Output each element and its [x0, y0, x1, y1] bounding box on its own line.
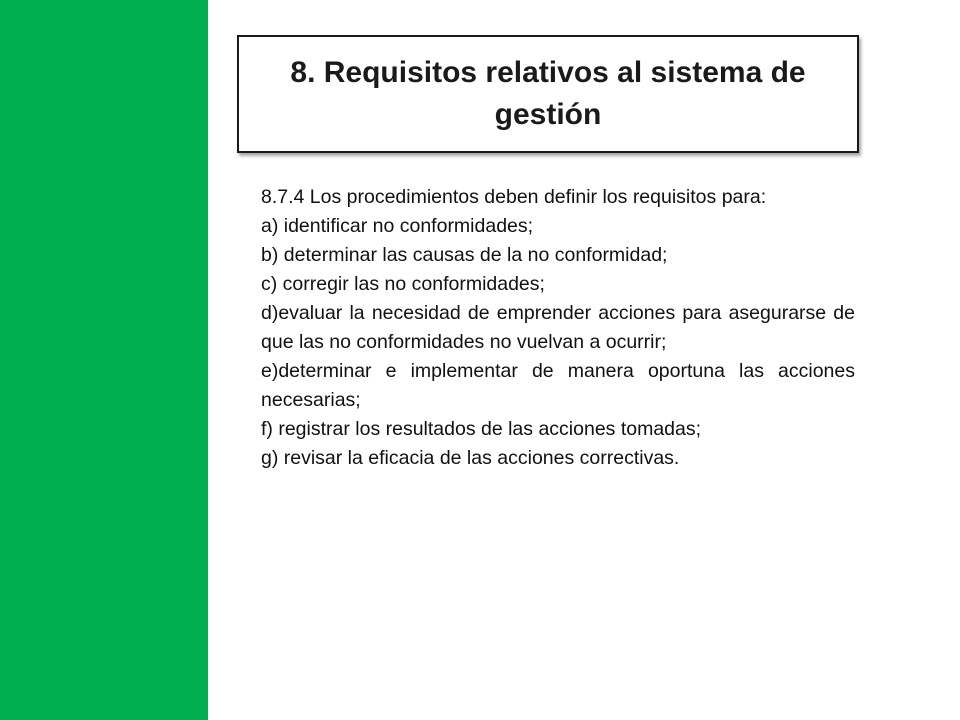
list-item-c: c) corregir las no conformidades; [261, 273, 545, 295]
list-item-e: e)determinar e implementar de manera oportuna las acciones necesarias; [261, 360, 855, 411]
title-box [237, 35, 859, 153]
list-item-f: f) registrar los resultados de las acciones tomadas; [261, 418, 702, 440]
green-side-band [0, 0, 208, 720]
slide-title: 8. Requisitos relativos al sistema de gestión [290, 56, 806, 131]
intro-paragraph: 8.7.4 Los procedimientos deben definir los requisitos para: [261, 186, 767, 208]
list-item-g: g) revisar la eficacia de las acciones correctivas. [261, 447, 680, 469]
body-text [261, 183, 855, 473]
list-item-b: b) determinar las causas de la no conformidad; [261, 244, 668, 266]
list-item-a: a) identificar no conformidades; [261, 215, 534, 237]
list-item-d: d)evaluar la necesidad de emprender acciones para asegurarse de que las no conformidades no vuelvan a ocurrir; [261, 302, 855, 353]
